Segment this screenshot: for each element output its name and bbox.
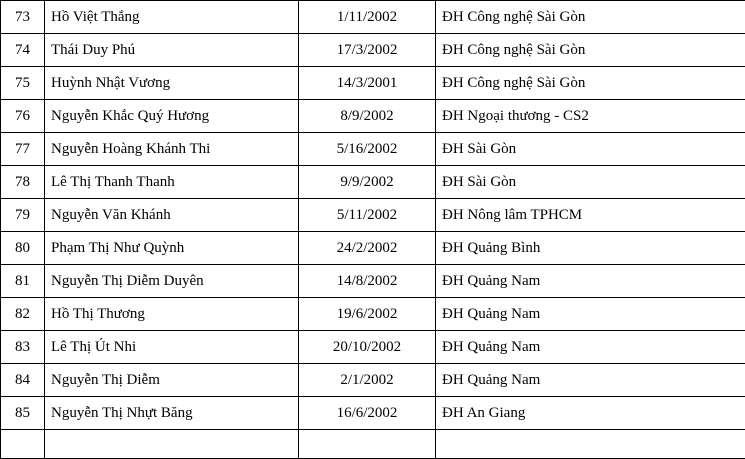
cell-stt: 76 [1,100,45,133]
table-body [1,1,745,459]
cell-stt: 79 [1,199,45,232]
cell-dob [299,430,436,459]
cell-dob: 14/8/2002 [299,265,436,298]
cell-stt: 77 [1,133,45,166]
table-row [1,1,745,34]
table-row [1,430,745,459]
table-row [1,166,745,199]
table-row [1,397,745,430]
cell-school: ĐH Ngoại thương - CS2 [436,100,745,133]
cell-stt [1,430,45,459]
cell-school: ĐH Công nghệ Sài Gòn [436,67,745,100]
cell-name: Hồ Việt Thắng [45,1,299,34]
cell-school: ĐH Sài Gòn [436,166,745,199]
table-row [1,100,745,133]
cell-dob: 19/6/2002 [299,298,436,331]
cell-school: ĐH Sài Gòn [436,133,745,166]
cell-dob: 20/10/2002 [299,331,436,364]
table-row [1,133,745,166]
cell-name: Phạm Thị Như Quỳnh [45,232,299,265]
cell-school: ĐH Quảng Bình [436,232,745,265]
cell-dob: 5/16/2002 [299,133,436,166]
cell-school: ĐH Quảng Nam [436,364,745,397]
cell-school: ĐH An Giang [436,397,745,430]
cell-school: ĐH Quảng Nam [436,298,745,331]
cell-dob: 2/1/2002 [299,364,436,397]
cell-stt: 82 [1,298,45,331]
cell-name: Nguyễn Hoàng Khánh Thi [45,133,299,166]
cell-dob: 8/9/2002 [299,100,436,133]
cell-school: ĐH Nông lâm TPHCM [436,199,745,232]
cell-stt: 81 [1,265,45,298]
cell-name: Huỳnh Nhật Vương [45,67,299,100]
table-row [1,265,745,298]
table-row [1,199,745,232]
cell-stt: 74 [1,34,45,67]
cell-name: Lê Thị Út Nhi [45,331,299,364]
cell-dob: 5/11/2002 [299,199,436,232]
table-row [1,331,745,364]
cell-dob: 17/3/2002 [299,34,436,67]
table-row [1,232,745,265]
cell-name: Nguyễn Khắc Quý Hương [45,100,299,133]
cell-school: ĐH Quảng Nam [436,331,745,364]
cell-name: Thái Duy Phú [45,34,299,67]
cell-stt: 83 [1,331,45,364]
cell-stt: 73 [1,1,45,34]
cell-stt: 80 [1,232,45,265]
cell-stt: 78 [1,166,45,199]
cell-school [436,430,745,459]
table-row [1,298,745,331]
cell-school: ĐH Công nghệ Sài Gòn [436,34,745,67]
table-row [1,67,745,100]
cell-stt: 84 [1,364,45,397]
cell-dob: 14/3/2001 [299,67,436,100]
cell-school: ĐH Công nghệ Sài Gòn [436,1,745,34]
cell-name: Nguyễn Văn Khánh [45,199,299,232]
cell-dob: 9/9/2002 [299,166,436,199]
cell-name: Hồ Thị Thương [45,298,299,331]
cell-name: Nguyễn Thị Diễm Duyên [45,265,299,298]
cell-name: Lê Thị Thanh Thanh [45,166,299,199]
cell-school: ĐH Quảng Nam [436,265,745,298]
cell-dob: 1/11/2002 [299,1,436,34]
table-row [1,364,745,397]
cell-name [45,430,299,459]
cell-dob: 24/2/2002 [299,232,436,265]
cell-stt: 85 [1,397,45,430]
cell-stt: 75 [1,67,45,100]
cell-name: Nguyễn Thị Nhựt Băng [45,397,299,430]
cell-name: Nguyễn Thị Diễm [45,364,299,397]
table-row [1,34,745,67]
cell-dob: 16/6/2002 [299,397,436,430]
